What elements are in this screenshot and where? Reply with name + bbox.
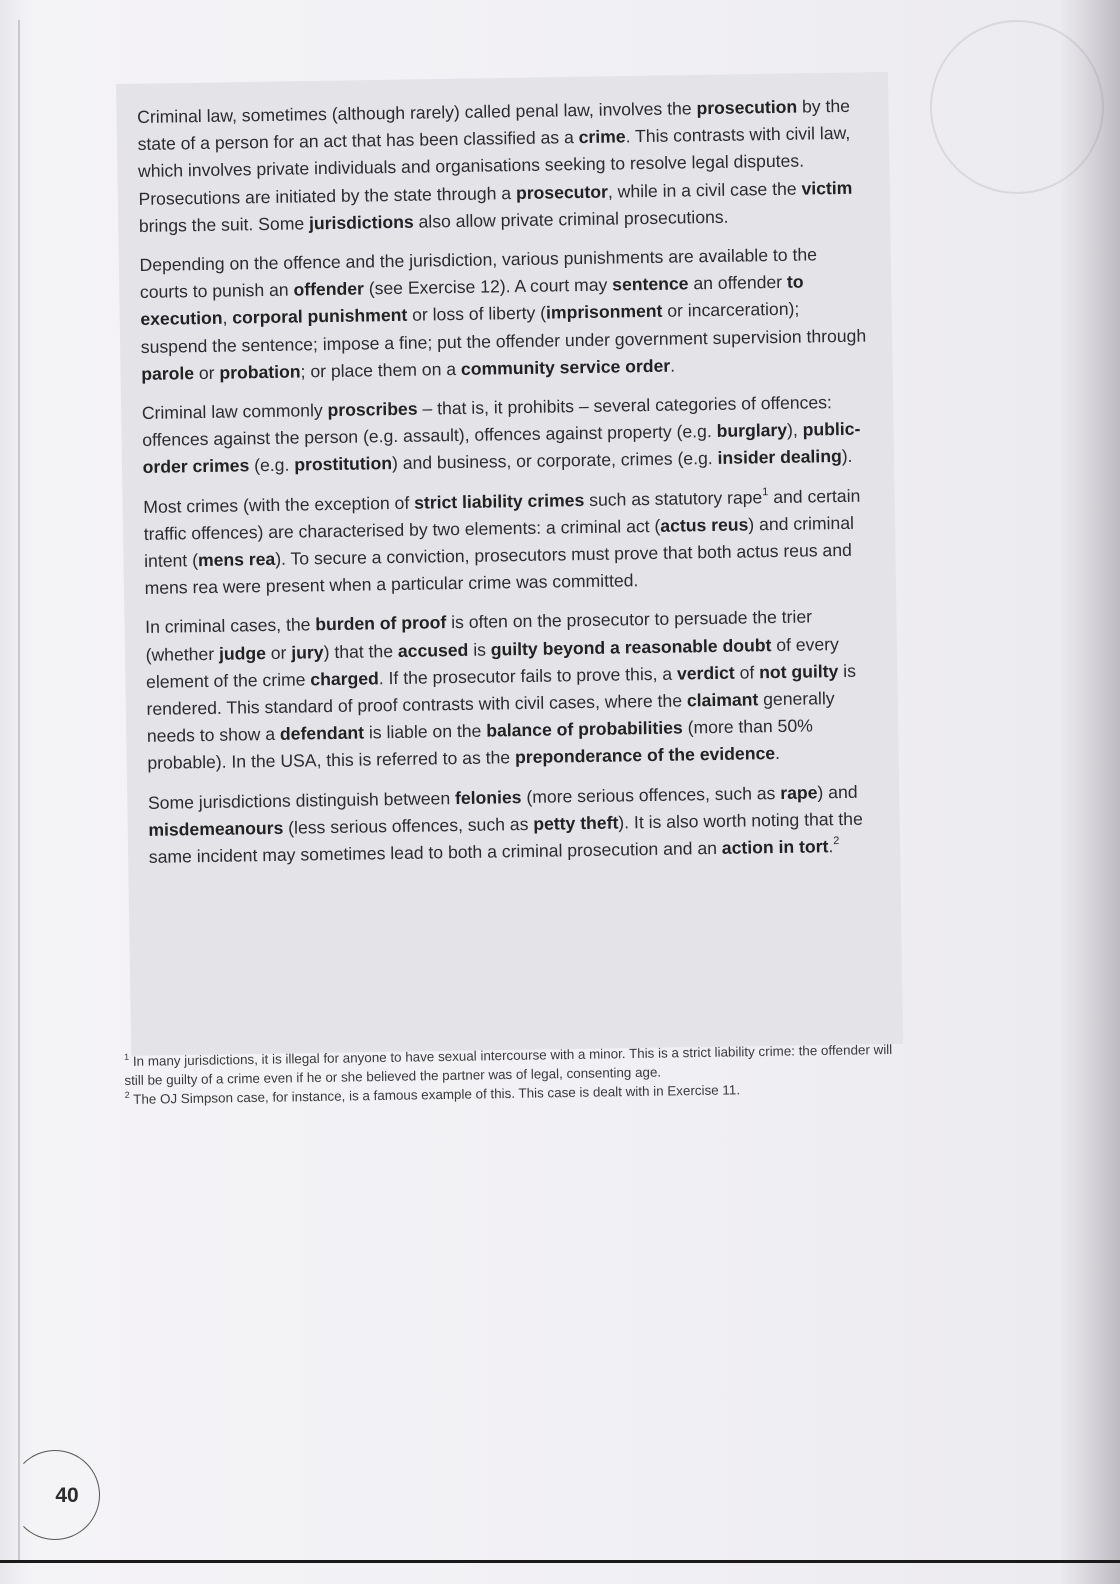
text-run: (less serious offences, such as <box>283 813 534 838</box>
text-run: ) that the <box>323 640 399 662</box>
text-run: ). To secure a conviction, prosecutors must prove that both actus reus and mens rea were present when a particular crime was committed. <box>144 539 852 599</box>
text-run: (see Exercise 12). A court may <box>363 274 613 299</box>
footnote-mark: 2 <box>124 1089 130 1100</box>
text-run: , while in a civil case the <box>607 178 802 202</box>
text-run: is <box>468 639 491 660</box>
paragraph <box>142 389 873 482</box>
key-term: mens rea <box>197 548 276 571</box>
text-run: (more serious offences, such as <box>521 782 781 807</box>
text-run: , <box>222 307 233 329</box>
text-run: is liable on the <box>363 720 487 743</box>
key-term: community service order <box>460 355 671 379</box>
key-term: crime <box>578 126 626 148</box>
key-term: victim <box>801 177 853 199</box>
text-run: ) and business, or corporate, crimes (e.g. <box>391 448 718 474</box>
text-run: . <box>670 355 676 376</box>
key-term: balance of probabilities <box>486 717 683 741</box>
text-run: or incarceration); suspend the sentence; impose a fine; put the offender under government supervision through <box>140 299 867 357</box>
key-term: felonies <box>454 786 522 808</box>
text-run: is rendered. This standard of proof contrasts with civil cases, where the <box>146 660 857 719</box>
text-run: is often on the prosecutor to persuade the trier (whether <box>145 606 813 665</box>
text-run: also allow private criminal prosecutions. <box>413 206 729 232</box>
key-term: jurisdictions <box>308 211 414 234</box>
page-bottom-edge <box>0 1560 1120 1563</box>
key-term: corporal punishment <box>232 305 408 328</box>
text-run: (more than 50% probable). In the USA, this is referred to as the <box>147 715 813 774</box>
key-term: insider dealing <box>717 446 842 469</box>
key-term: public-order crimes <box>142 418 861 478</box>
key-term: rape <box>780 782 818 803</box>
text-run: ) and <box>817 781 858 803</box>
text-run: or <box>193 362 220 383</box>
key-term: burglary <box>716 420 788 442</box>
text-run: ). <box>841 446 853 467</box>
key-term: guilty beyond a reasonable doubt <box>490 634 772 660</box>
key-term: judge <box>218 642 267 664</box>
key-term: burden of proof <box>315 612 447 635</box>
text-run: and certain traffic offences) are characterised by two elements: a criminal act ( <box>143 485 861 544</box>
key-term: jury <box>291 641 324 663</box>
key-term: probation <box>219 361 301 383</box>
paragraph <box>137 93 869 240</box>
key-term: sentence <box>612 273 689 295</box>
text-run: generally needs to show a <box>146 688 835 747</box>
key-term: offender <box>293 278 365 300</box>
key-term: strict liability crimes <box>413 489 585 513</box>
text-run: or <box>265 642 292 663</box>
key-term: petty theft <box>533 812 619 834</box>
footnote-ref: 2 <box>833 835 840 848</box>
paragraph <box>148 778 879 871</box>
page-number: 40 <box>55 1484 79 1507</box>
text-run: brings the suit. Some <box>138 213 310 236</box>
footnote-text: The OJ Simpson case, for instance, is a famous example of this. This case is dealt with in Exercise 11. <box>129 1082 741 1107</box>
text-run: . If the prosecutor fails to prove this, a <box>378 663 678 689</box>
key-term: prosecutor <box>515 181 609 203</box>
page-number-badge <box>10 1450 100 1540</box>
text-run: Most crimes (with the exception of <box>143 492 415 517</box>
text-run: Criminal law commonly <box>141 400 328 423</box>
text-run: by the state of a person for an act that has been classified as a <box>137 95 851 155</box>
key-term: actus reus <box>660 514 749 536</box>
footnote-ref: 1 <box>762 485 769 499</box>
text-run: . <box>828 836 834 857</box>
text-run: ) and criminal intent ( <box>144 512 855 571</box>
key-term: preponderance of the evidence <box>514 743 776 768</box>
text-run: Criminal law, sometimes (although rarely) called penal law, involves the <box>137 98 697 127</box>
main-text <box>137 93 879 884</box>
text-run: such as statutory rape <box>584 486 763 510</box>
key-term: prostitution <box>294 453 393 476</box>
key-term: misdemeanours <box>148 817 284 840</box>
footnote-mark: 1 <box>123 1051 130 1062</box>
text-run: Some jurisdictions distinguish between <box>147 787 456 813</box>
paragraph <box>139 241 871 388</box>
key-term: accused <box>397 639 469 661</box>
footnote-text: In many jurisdictions, it is illegal for anyone to have sexual intercourse with a minor. This is a strict liability crime: the offender will still be guilty of a crime even if he or she believed the partner was of legal, consenting age. <box>124 1041 893 1088</box>
text-run: an offender <box>688 272 788 294</box>
text-run: of every element of the crime <box>145 633 839 692</box>
text-run: – that is, it prohibits – several categories of offences: offences against the person (e.g. assault), offences against property (e.g. <box>142 392 832 451</box>
text-run: ). It is also worth noting that the same incident may sometimes lead to both a criminal prosecution and an <box>148 808 863 867</box>
text-run: of <box>734 662 760 683</box>
key-term: imprisonment <box>545 301 663 324</box>
key-term: action in tort <box>721 836 829 858</box>
text-run: ; or place them on a <box>300 358 462 382</box>
key-term: defendant <box>279 722 365 745</box>
key-term: to execution <box>140 271 804 330</box>
book-gutter-edge <box>18 20 20 1560</box>
key-term: proscribes <box>327 398 418 421</box>
key-term: parole <box>141 362 195 384</box>
key-term: verdict <box>676 662 735 684</box>
key-term: claimant <box>686 689 759 711</box>
paragraph <box>143 482 875 602</box>
text-run: (e.g. <box>249 455 295 476</box>
paragraph <box>145 603 877 778</box>
key-term: not guilty <box>759 660 839 683</box>
text-run: ), <box>786 419 803 441</box>
key-term: prosecution <box>696 96 798 119</box>
text-run: Depending on the offence and the jurisdiction, various punishments are available to the courts to punish an <box>139 244 818 303</box>
text-run: . This contrasts with civil law, which involves private individuals and organisations seeking to resolve legal disputes. Prosecutions are initiated by the state through a <box>137 123 851 209</box>
key-term: charged <box>310 668 379 690</box>
text-run: In criminal cases, the <box>145 614 316 638</box>
text-run: . <box>774 743 781 764</box>
show-through-circle <box>930 20 1104 194</box>
text-run: or loss of liberty ( <box>407 303 547 326</box>
